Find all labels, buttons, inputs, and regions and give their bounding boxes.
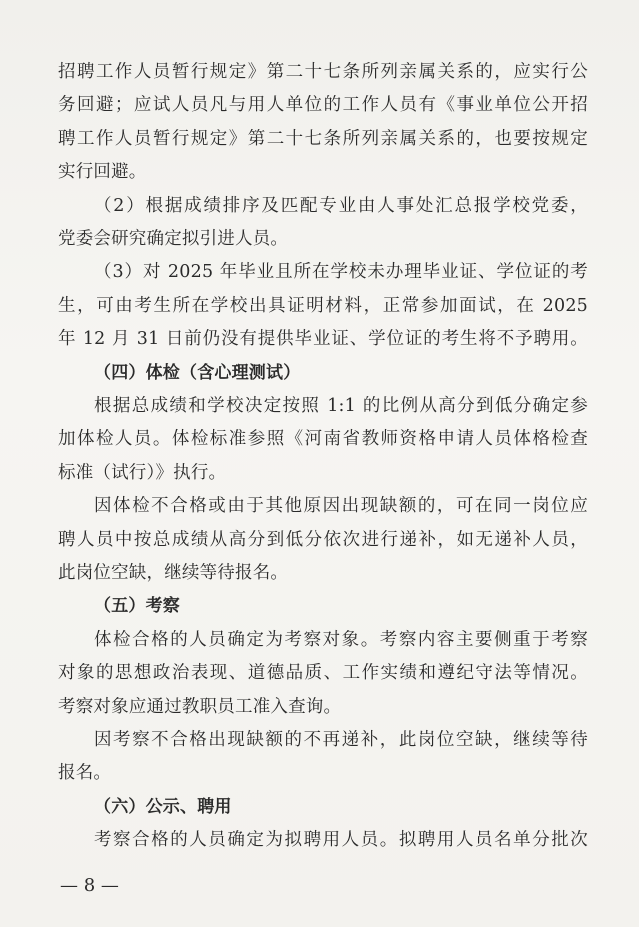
section-heading: （六）公示、聘用 xyxy=(94,796,232,817)
text-line: 聘工作人员暂行规定》第二十七条所列亲属关系的，也要按规定 xyxy=(58,128,588,149)
text-line: 标准（试行）》执行。 xyxy=(58,462,227,483)
text-line: 根据总成绩和学校决定按照 1:1 的比例从高分到低分确定参 xyxy=(94,396,588,416)
section-heading: （五）考察 xyxy=(94,596,180,617)
text-line: 生，可由考生所在学校出具证明材料，正常参加面试，在 2025 xyxy=(58,295,588,316)
section-heading: （四）体检（含心理测试） xyxy=(94,362,301,383)
text-line: 因考察不合格出现缺额的不再递补，此岗位空缺，继续等待 xyxy=(94,730,588,750)
text-line: 加体检人员。体检标准参照《河南省教师资格申请人员体格检查 xyxy=(58,429,588,450)
text-line: 考察对象应通过教职员工准入查询。 xyxy=(58,696,342,717)
text-line: 年 12 月 31 日前仍没有提供毕业证、学位证的考生将不予聘用。 xyxy=(58,329,588,350)
text-line: 聘人员中按总成绩从高分到低分依次进行递补，如无递补人员， xyxy=(58,529,588,550)
text-line: 对象的思想政治表现、道德品质、工作实绩和遵纪守法等情况。 xyxy=(58,663,588,684)
text-line: 考察合格的人员确定为拟聘用人员。拟聘用人员名单分批次 xyxy=(94,830,588,851)
text-line: 务回避；应试人员凡与用人单位的工作人员有《事业单位公开招 xyxy=(58,95,588,116)
text-line: （3）对 2025 年毕业且所在学校未办理毕业证、学位证的考 xyxy=(94,262,588,283)
text-line: 因体检不合格或由于其他原因出现缺额的，可在同一岗位应 xyxy=(94,496,588,517)
text-line: （2）根据成绩排序及匹配专业由人事处汇总报学校党委， xyxy=(94,195,588,216)
text-line: 体检合格的人员确定为考察对象。考察内容主要侧重于考察 xyxy=(94,629,588,650)
text-line: 招聘工作人员暂行规定》第二十七条所列亲属关系的，应实行公 xyxy=(58,62,588,82)
page-number: — 8 — xyxy=(60,875,119,896)
text-line: 党委会研究确定拟引进人员。 xyxy=(58,229,289,249)
text-line: 此岗位空缺，继续等待报名。 xyxy=(58,563,289,583)
text-line: 实行回避。 xyxy=(58,162,147,183)
text-line: 报名。 xyxy=(58,763,112,784)
